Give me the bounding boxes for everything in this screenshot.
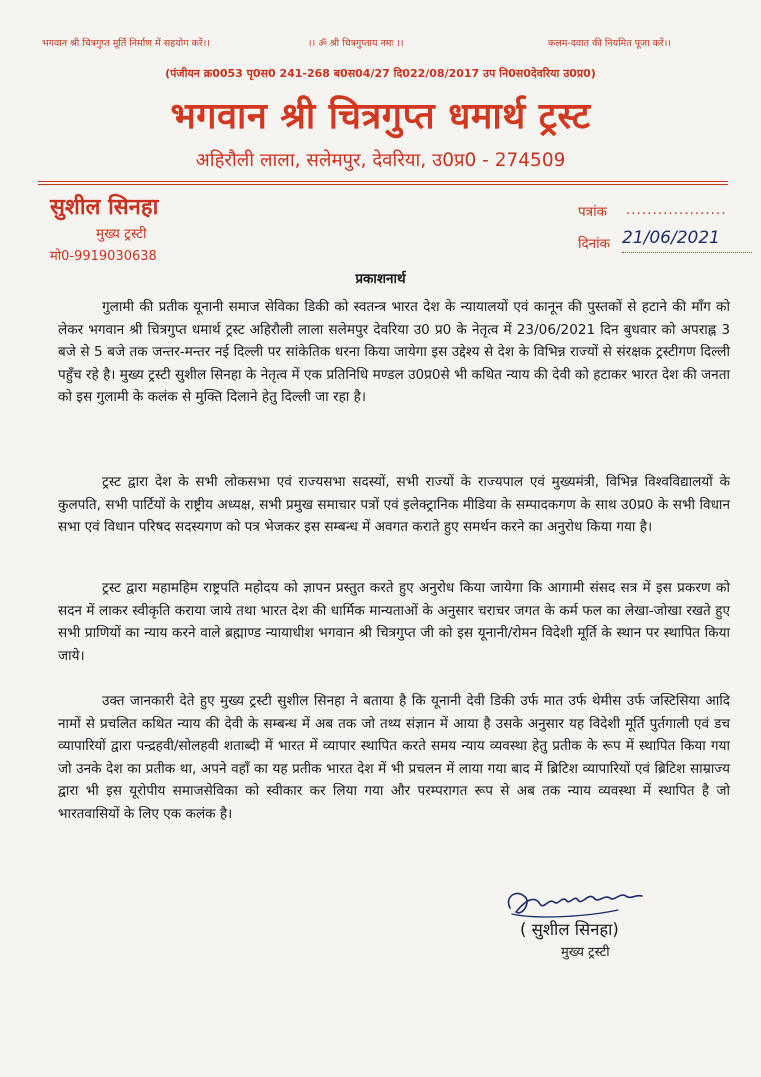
paragraph-4: उक्त जानकारी देते हुए मुख्य ट्रस्टी सुशील सिनहा ने बताया है कि यूनानी देवी डिकी उर्फ मात उर्फ थेमीस उर्फ जस्टिसिया आदि नामों से प्रचलित कथित न्याय की देवी के सम्बन्ध में अब तक जो तथ्य संज्ञान में आया है उसके अनुसार यह विदेशी मूर्ति पुर्तगाली एवं डच व्यापारियों द्वारा पन्द्रहवी/सोलहवी शताब्दी में भारत में व्यापार स्थापित करते समय न्याय व्यवस्था हेतु प्रतीक के रूप में स्थापित किया गया जो उनके देश का प्रतीक था, अपने वहाँ का यह प्रतीक भारत देश में भी प्रचलन में लाया गया बाद में ब्रिटिश व्यापारियों एवं ब्रिटिश साम्राज्य द्वारा भी इस यूरोपीय समाजसेविका को स्वीकार कर लिया गया और परम्परागत रूप से अब तक न्याय व्यवस्था में स्थापित है जो भारतवासियों के लिए एक कलंक है।	[58, 693, 731, 822]
mobile-number: मो0-9919030638	[50, 249, 157, 264]
header-divider-thin	[38, 184, 728, 185]
paragraph-1: गुलामी की प्रतीक यूनानी समाज सेविका डिकी को स्वतन्त्र भारत देश के न्यायालयों एवं कानून की पुस्तकों से हटाने की माँग को लेकर भगवान श्री चित्रगुप्त धमार्थ ट्रस्ट अहिरौली लाला सलेमपुर देवरिया उ0 प्र0 के नेतृत्व में 23/06/2021 दिन बुधवार को अपराह्न 3 बजे से 5 बजे तक जन्तर-मन्तर नई दिल्ली पर सांकेतिक धरना किया जायेगा इस उद्देश्य से देश के विभिन्न राज्यों से संरक्षक ट्रस्टीगण दिल्ली पहुँच रहे है। मुख्य ट्रस्टी सुशील सिनहा के नेतृत्व में एक प्रतिनिधि मण्डल उ0प्र0से भी कथित न्याय की देवी को हटाकर भारत देश की जनता को इस गुलामी के कलंक से मुक्ति दिलाने हेतु दिल्ली जा रहा है।	[58, 299, 730, 406]
registration-line: (पंजीयन क्र0053 पृ0स0 241-268 ब0स04/27 दि022/08/2017 उप नि0स0देवरिया उ0प्र0)	[165, 67, 596, 80]
trustee-name: सुशील सिनहा	[50, 195, 159, 220]
letter-body-4	[58, 690, 730, 826]
signatory-title: मुख्य ट्रस्टी	[561, 945, 610, 960]
patrank-field: ...................	[626, 202, 727, 218]
motto-right: कलम-दवात की नियमित पूजा करें।।	[548, 38, 671, 49]
trust-address: अहिरौली लाला, सलेमपुर, देवरिया, उ0प्र0 - 274509	[195, 150, 566, 171]
patrank-label: पत्रांक	[578, 204, 607, 220]
signatory-name: ( सुशील सिनहा)	[520, 920, 619, 939]
dinank-label: दिनांक	[578, 236, 611, 252]
letter-body-2	[58, 471, 730, 539]
letter-heading: प्रकाशनार्थ	[355, 271, 406, 287]
paragraph-3: ट्रस्ट द्वारा महामहिम राष्ट्रपति महोदय को ज्ञापन प्रस्तुत करते हुए अनुरोध किया जायेगा कि आगामी संसद सत्र में इस प्रकरण को सदन में लाकर स्वीकृति कराया जाये तथा भारत देश की धार्मिक मान्यताओं के अनुसार चराचर जगत के कर्म फल का लेखा-जोखा रखते हुए सभी प्राणियों का न्याय करने वाले ब्रह्माण्ड न्यायाधीश भगवान श्री चित्रगुप्त जी को इस यूनानी/रोमन विदेशी मूर्ति के स्थान पर स्थापित किया जाये।	[58, 580, 730, 664]
letter-body	[58, 296, 730, 409]
date-underline	[622, 252, 752, 253]
handwritten-date: 21/06/2021	[622, 228, 720, 248]
trustee-title: मुख्य ट्रस्टी	[96, 226, 147, 242]
header-divider	[38, 181, 728, 182]
motto-left: भगवान श्री चित्रगुप्त मूर्ति निर्माण में सहयोग करें।।	[42, 38, 210, 49]
trust-name-heading: भगवान श्री चित्रगुप्त धमार्थ ट्रस्ट	[170, 96, 591, 137]
motto-center: ।। ॐ श्री चित्रगुप्ताय नमः ।।	[308, 38, 404, 49]
letter-body-3	[58, 577, 730, 667]
paragraph-2: ट्रस्ट द्वारा देश के सभी लोकसभा एवं राज्यसभा सदस्यों, सभी राज्यों के राज्यपाल एवं मुख्यमंत्री, विभिन्न विश्वविद्यालयों के कुलपति, सभी पार्टियों के राष्ट्रीय अध्यक्ष, सभी प्रमुख समाचार पत्रों एवं इलेक्ट्रानिक मीडिया के सम्पादकगण के साथ उ0प्र0 के सभी विधान सभा एवं विधान परिषद सदस्यगण को पत्र भेजकर इस सम्बन्ध में अवगत कराते हुए समर्थन करने का अनुरोध किया गया है।	[58, 474, 730, 536]
